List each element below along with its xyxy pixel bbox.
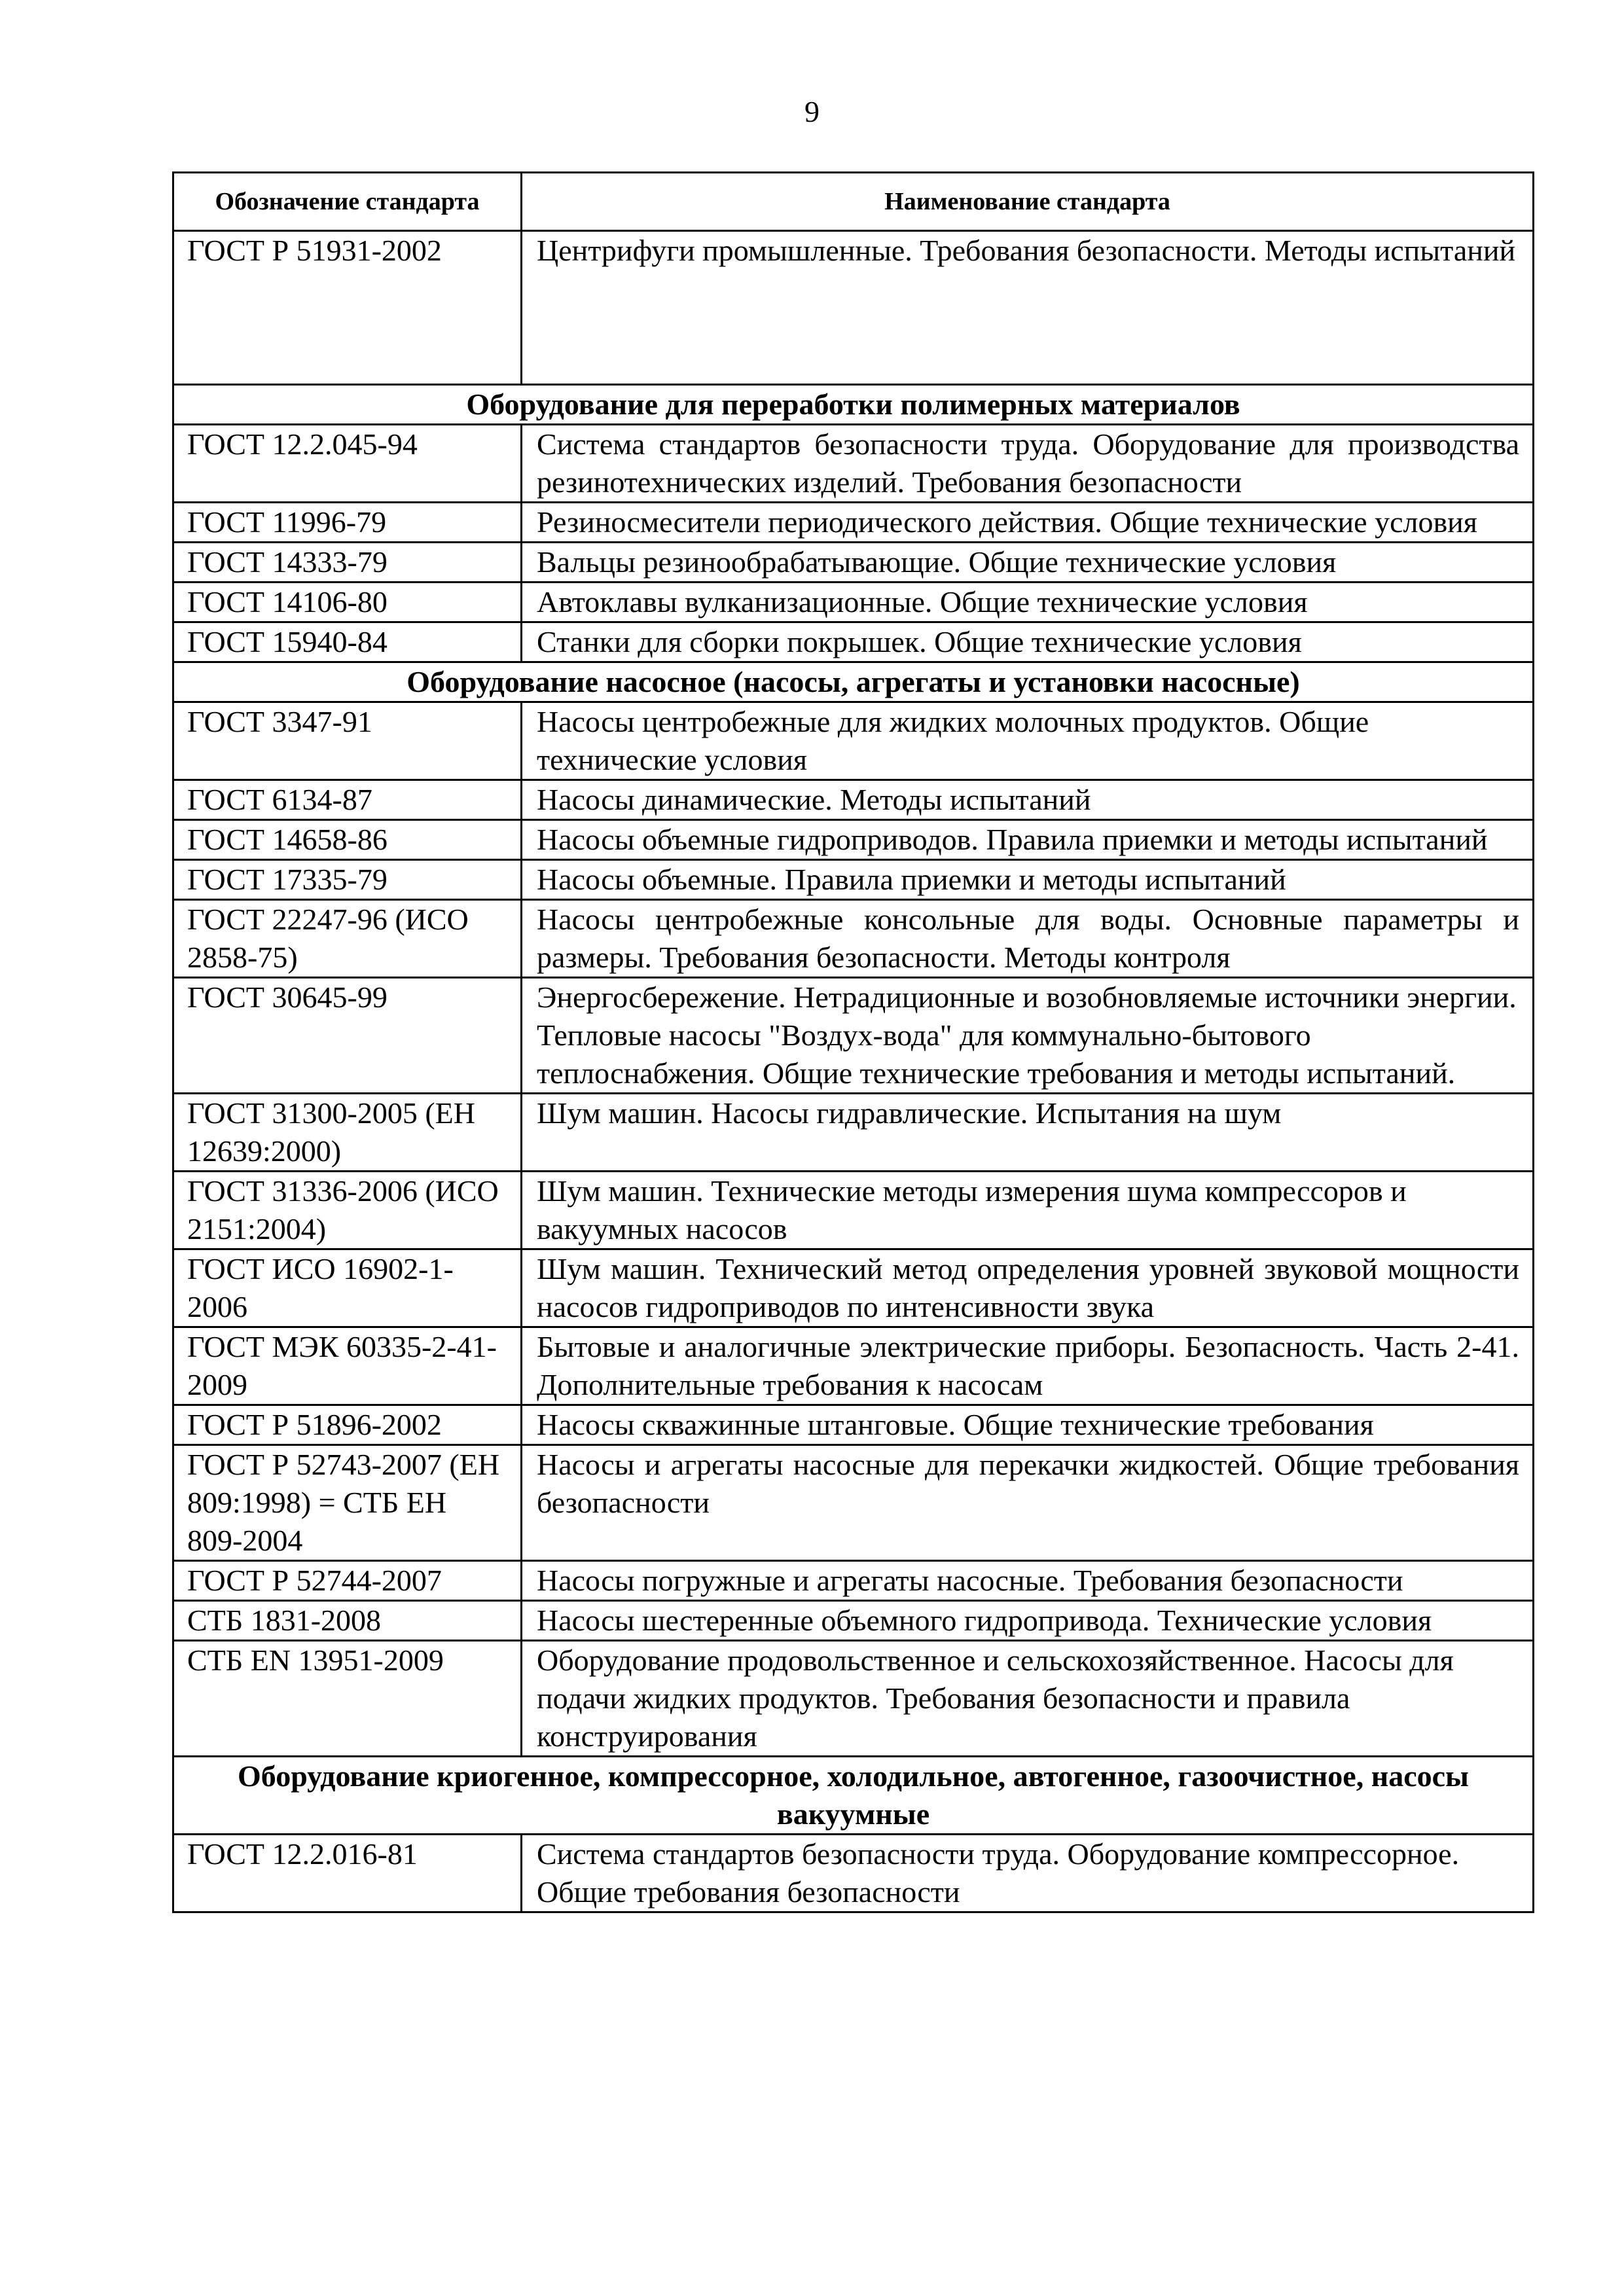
standard-name: Насосы шестеренные объемного гидропривода. Технические условия <box>522 1601 1534 1641</box>
standard-name: Центрифуги промышленные. Требования безопасности. Методы испытаний <box>522 231 1534 385</box>
standard-code: ГОСТ 31300-2005 (ЕН 12639:2000) <box>173 1094 522 1172</box>
standard-code: СТБ EN 13951-2009 <box>173 1641 522 1757</box>
section-title: Оборудование криогенное, компрессорное, холодильное, автогенное, газоочистное, насосы вакуумные <box>173 1757 1534 1835</box>
table-row <box>173 1601 1534 1641</box>
table-row <box>173 900 1534 978</box>
standard-code: ГОСТ Р 52743-2007 (ЕН 809:1998) = СТБ ЕН 809-2004 <box>173 1445 522 1561</box>
standard-name: Энергосбережение. Нетрадиционные и возобновляемые источники энергии. Тепловые насосы "Воздух-вода" для коммунально-бытового теплоснабжения. Общие технические требования и методы испытаний. <box>522 978 1534 1094</box>
page-number: 9 <box>804 95 820 128</box>
table-row <box>173 1641 1534 1757</box>
table-row <box>173 702 1534 780</box>
standard-code: ГОСТ 14333-79 <box>173 543 522 583</box>
standard-code: ГОСТ Р 52744-2007 <box>173 1561 522 1601</box>
standard-name: Шум машин. Насосы гидравлические. Испытания на шум <box>522 1094 1534 1172</box>
standard-code: ГОСТ 15940-84 <box>173 622 522 662</box>
standard-name: Насосы и агрегаты насосные для перекачки жидкостей. Общие требования безопасности <box>522 1445 1534 1561</box>
standards-table <box>172 171 1534 1913</box>
table-row <box>173 1094 1534 1172</box>
standard-code: ГОСТ 31336-2006 (ИСО 2151:2004) <box>173 1172 522 1249</box>
table-row <box>173 1405 1534 1445</box>
standard-code: ГОСТ 12.2.016-81 <box>173 1835 522 1912</box>
standard-name: Автоклавы вулканизационные. Общие технические условия <box>522 583 1534 622</box>
standard-code: ГОСТ 11996-79 <box>173 503 522 543</box>
table-header-row <box>173 173 1534 231</box>
standard-code: ГОСТ Р 51896-2002 <box>173 1405 522 1445</box>
standard-code: ГОСТ Р 51931-2002 <box>173 231 522 385</box>
standard-code: ГОСТ 12.2.045-94 <box>173 425 522 503</box>
standard-name: Насосы объемные. Правила приемки и методы испытаний <box>522 860 1534 900</box>
header-name: Наименование стандарта <box>522 173 1534 231</box>
table-row <box>173 978 1534 1094</box>
standard-code: ГОСТ 17335-79 <box>173 860 522 900</box>
standard-name: Оборудование продовольственное и сельскохозяйственное. Насосы для подачи жидких продуктов. Требования безопасности и правила конструирования <box>522 1641 1534 1757</box>
table-row <box>173 1327 1534 1405</box>
table-body <box>173 231 1534 1912</box>
table-row <box>173 1561 1534 1601</box>
standard-name: Насосы динамические. Методы испытаний <box>522 780 1534 820</box>
standard-code: ГОСТ 14658-86 <box>173 820 522 860</box>
standard-name: Система стандартов безопасности труда. Оборудование компрессорное. Общие требования безопасности <box>522 1835 1534 1912</box>
section-title: Оборудование для переработки полимерных материалов <box>173 385 1534 425</box>
table-row <box>173 1172 1534 1249</box>
section-title: Оборудование насосное (насосы, агрегаты и установки насосные) <box>173 662 1534 702</box>
standard-name: Бытовые и аналогичные электрические приборы. Безопасность. Часть 2-41. Дополнительные требования к насосам <box>522 1327 1534 1405</box>
standard-name: Вальцы резинообрабатывающие. Общие технические условия <box>522 543 1534 583</box>
standard-code: ГОСТ МЭК 60335-2-41-2009 <box>173 1327 522 1405</box>
standard-code: ГОСТ 14106-80 <box>173 583 522 622</box>
table-row <box>173 1445 1534 1561</box>
section-header-row <box>173 385 1534 425</box>
table-row <box>173 503 1534 543</box>
standard-code: ГОСТ 3347-91 <box>173 702 522 780</box>
standard-name: Насосы объемные гидроприводов. Правила приемки и методы испытаний <box>522 820 1534 860</box>
standard-name: Система стандартов безопасности труда. Оборудование для производства резинотехнических изделий. Требования безопасности <box>522 425 1534 503</box>
standard-code: СТБ 1831-2008 <box>173 1601 522 1641</box>
table-row <box>173 425 1534 503</box>
table-row <box>173 583 1534 622</box>
standard-name: Станки для сборки покрышек. Общие технические условия <box>522 622 1534 662</box>
standard-code: ГОСТ 6134-87 <box>173 780 522 820</box>
table-row <box>173 622 1534 662</box>
section-header-row <box>173 1757 1534 1835</box>
standard-code: ГОСТ 30645-99 <box>173 978 522 1094</box>
section-header-row <box>173 662 1534 702</box>
table-row <box>173 1835 1534 1912</box>
standard-name: Насосы центробежные для жидких молочных продуктов. Общие технические условия <box>522 702 1534 780</box>
standard-name: Резиносмесители периодического действия. Общие технические условия <box>522 503 1534 543</box>
table-row <box>173 820 1534 860</box>
standard-name: Насосы погружные и агрегаты насосные. Требования безопасности <box>522 1561 1534 1601</box>
standard-code: ГОСТ 22247-96 (ИСО 2858-75) <box>173 900 522 978</box>
table-row <box>173 1249 1534 1327</box>
standard-name: Шум машин. Технические методы измерения шума компрессоров и вакуумных насосов <box>522 1172 1534 1249</box>
header-code: Обозначение стандарта <box>173 173 522 231</box>
standard-name: Насосы центробежные консольные для воды. Основные параметры и размеры. Требования безопасности. Методы контроля <box>522 900 1534 978</box>
table-row <box>173 860 1534 900</box>
standard-name: Насосы скважинные штанговые. Общие технические требования <box>522 1405 1534 1445</box>
table-row <box>173 780 1534 820</box>
standard-code: ГОСТ ИСО 16902-1-2006 <box>173 1249 522 1327</box>
table-row <box>173 231 1534 385</box>
standard-name: Шум машин. Технический метод определения уровней звуковой мощности насосов гидроприводов по интенсивности звука <box>522 1249 1534 1327</box>
table-row <box>173 543 1534 583</box>
